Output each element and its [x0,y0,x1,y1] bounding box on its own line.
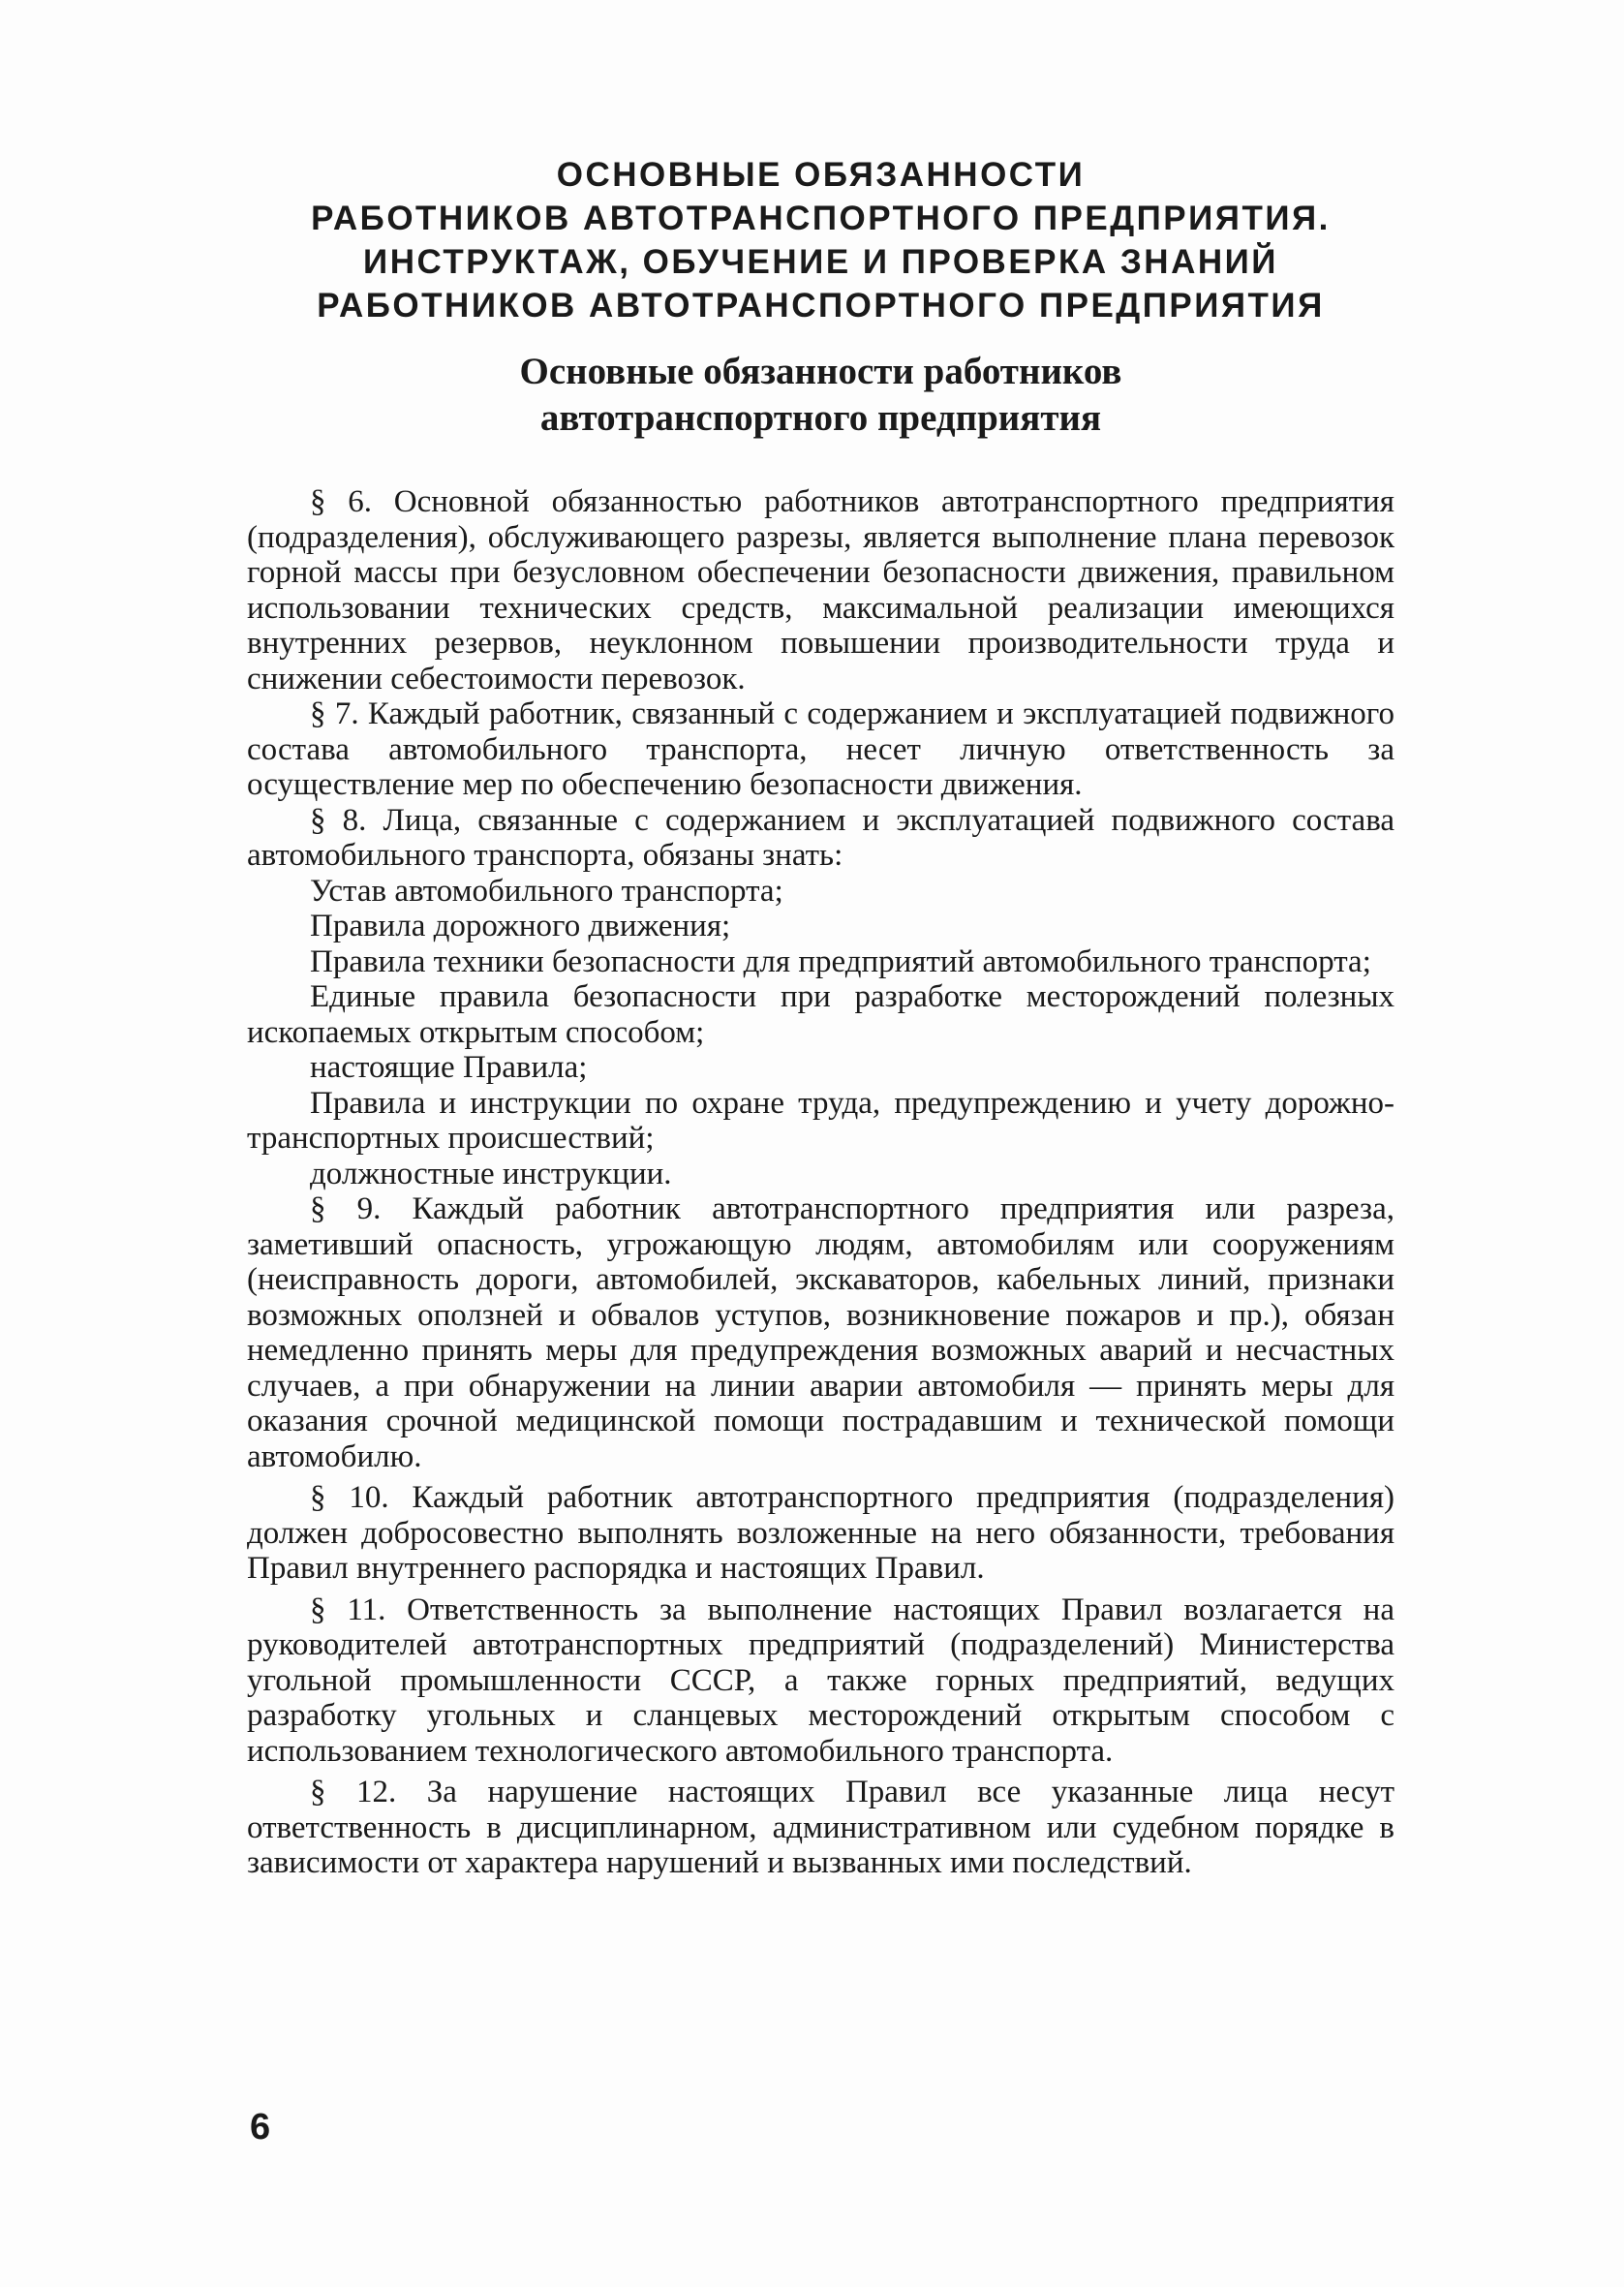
required-knowledge-item: должностные инструкции. [310,1156,672,1191]
paragraph-12: § 12. За нарушение настоящих Правил все указанные лица несут ответственность в дисциплинарном, административном или судебном порядке в зависимости от характера нарушений и вызванных ими последствий. [247,1775,1394,1880]
required-knowledge-item: настоящие Правила; [310,1050,588,1085]
subsection-heading [247,349,1394,442]
section-heading-line: РАБОТНИКОВ АВТОТРАНСПОРТНОГО ПРЕДПРИЯТИЯ. [311,200,1331,237]
section-heading-line: ИНСТРУКТАЖ, ОБУЧЕНИЕ И ПРОВЕРКА ЗНАНИЙ [363,243,1278,281]
subsection-heading-line: Основные обязанности работников [519,351,1122,392]
required-knowledge-item: Правила и инструкции по охране труда, предупреждению и учету дорожно-транспортных происшествий; [247,1085,1394,1156]
required-knowledge-item: Правила дорожного движения; [310,909,731,943]
required-knowledge-item: Единые правила безопасности при разработке месторождений полезных ископаемых открытым способом; [247,979,1394,1050]
paragraph-7: § 7. Каждый работник, связанный с содержанием и эксплуатацией подвижного состава автомобильного транспорта, несет личную ответственность за осуществление мер по обеспечению безопасности движения. [247,696,1394,802]
subsection-heading-line: автотранспортного предприятия [539,397,1102,439]
body-text [247,484,1394,1881]
text-column [247,153,1394,1881]
paragraph-11: § 11. Ответственность за выполнение настоящих Правил возлагается на руководителей автотранспортных предприятий (подразделений) Министерства угольной промышленности СССР, а также горных предприятий, ведущих разработку угольных и сланцевых месторождений открытым способом с использованием технологического автомобильного транспорта. [247,1592,1394,1769]
paragraph-10: § 10. Каждый работник автотранспортного предприятия (подразделения) должен добросовестно выполнять возложенные на него обязанности, требования Правил внутреннего распорядка и настоящих Правил. [247,1480,1394,1586]
paragraph-8: § 8. Лица, связанные с содержанием и эксплуатацией подвижного состава автомобильного транспорта, обязаны знать: [247,802,1394,873]
page-number: 6 [250,2107,271,2148]
required-knowledge-item: Устав автомобильного транспорта; [310,873,783,909]
section-heading-line: РАБОТНИКОВ АВТОТРАНСПОРТНОГО ПРЕДПРИЯТИЯ [317,287,1325,325]
section-heading [247,153,1394,327]
section-heading-line: ОСНОВНЫЕ ОБЯЗАННОСТИ [556,156,1086,194]
required-knowledge-item: Правила техники безопасности для предприятий автомобильного транспорта; [310,943,1371,979]
paragraph-9: § 9. Каждый работник автотранспортного предприятия или разреза, заметивший опасность, угрожающую людям, автомобилям или сооружениям (неисправность дороги, автомобилей, экскаваторов, кабельных линий, признаки возможных оползней и обвалов уступов, возникновение пожаров и пр.), обязан немедленно принять меры для предупреждения возможных аварий и несчастных случаев, а при обнаружении на линии аварии автомобиля — принять меры для оказания срочной медицинской помощи пострадавшим и технической помощи автомобилю. [247,1191,1394,1474]
paragraph-6: § 6. Основной обязанностью работников автотранспортного предприятия (подразделения), обслуживающего разрезы, является выполнение плана перевозок горной массы при безусловном обеспечении безопасности движения, правильном использовании технических средств, максимальной реализации имеющихся внутренних резервов, неуклонном повышении производительности труда и снижении себестоимости перевозок. [247,484,1394,696]
